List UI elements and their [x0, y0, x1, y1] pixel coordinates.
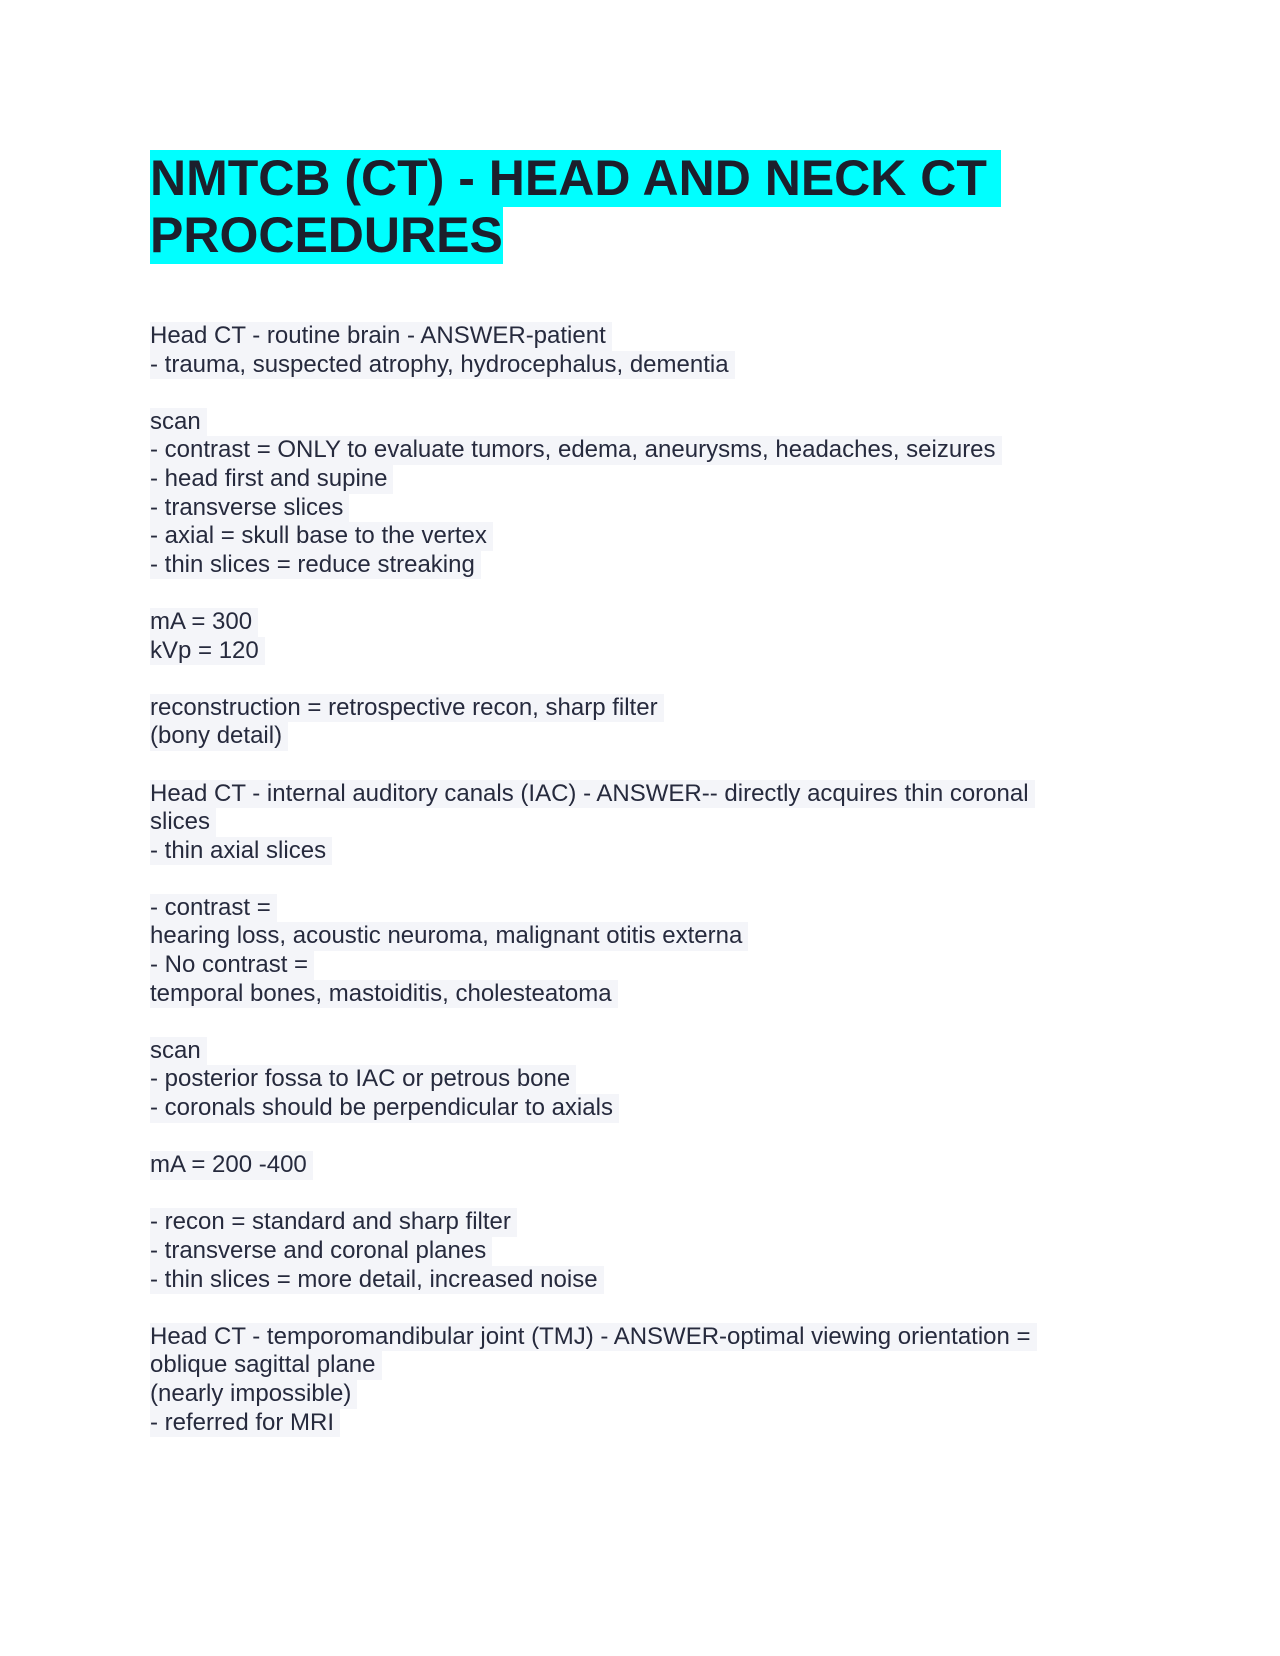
paragraph [150, 322, 1130, 379]
text-line: - contrast = [150, 894, 277, 923]
paragraph-gap [150, 1294, 1130, 1323]
text-line: - transverse slices [150, 494, 349, 523]
text-line: (nearly impossible) [150, 1380, 357, 1409]
text-line: scan [150, 1037, 207, 1066]
text-line: - thin axial slices [150, 837, 332, 866]
text-line: - recon = standard and sharp filter [150, 1208, 517, 1237]
page-title [150, 150, 1050, 264]
text-line: - contrast = ONLY to evaluate tumors, edema, aneurysms, headaches, seizures [150, 436, 1002, 465]
paragraph-gap [150, 751, 1130, 780]
text-line: - posterior fossa to IAC or petrous bone [150, 1065, 576, 1094]
paragraph-gap [150, 1123, 1130, 1152]
paragraph-gap [150, 579, 1130, 608]
text-line: scan [150, 408, 207, 437]
text-line: - transverse and coronal planes [150, 1237, 492, 1266]
text-line: mA = 200 -400 [150, 1151, 313, 1180]
text-line: - coronals should be perpendicular to axials [150, 1094, 619, 1123]
document-body [150, 322, 1130, 1437]
text-line: - thin slices = reduce streaking [150, 551, 481, 580]
text-line: Head CT - temporomandibular joint (TMJ) - ANSWER-optimal viewing orientation = [150, 1323, 1037, 1352]
text-line: reconstruction = retrospective recon, sharp filter [150, 694, 664, 723]
paragraph-gap [150, 665, 1130, 694]
text-line: - referred for MRI [150, 1409, 340, 1438]
paragraph [150, 1037, 1130, 1123]
paragraph [150, 408, 1130, 580]
paragraph [150, 694, 1130, 751]
text-line: - trauma, suspected atrophy, hydrocephalus, dementia [150, 351, 735, 380]
paragraph [150, 780, 1130, 866]
paragraph-gap [150, 1180, 1130, 1209]
paragraph [150, 1151, 1130, 1180]
text-line: oblique sagittal plane [150, 1351, 382, 1380]
text-line: (bony detail) [150, 722, 288, 751]
paragraph-gap [150, 865, 1130, 894]
paragraph [150, 894, 1130, 1008]
text-line: temporal bones, mastoiditis, cholesteatoma [150, 980, 618, 1009]
text-line: - axial = skull base to the vertex [150, 522, 493, 551]
paragraph [150, 1323, 1130, 1437]
text-line: kVp = 120 [150, 637, 265, 666]
text-line: Head CT - routine brain - ANSWER-patient [150, 322, 612, 351]
text-line: slices [150, 808, 216, 837]
text-line: hearing loss, acoustic neuroma, malignant otitis externa [150, 922, 748, 951]
text-line: - thin slices = more detail, increased noise [150, 1266, 604, 1295]
text-line: Head CT - internal auditory canals (IAC) - ANSWER-- directly acquires thin coronal [150, 780, 1035, 809]
paragraph [150, 608, 1130, 665]
paragraph-gap [150, 1008, 1130, 1037]
text-line: - head first and supine [150, 465, 393, 494]
paragraph-gap [150, 379, 1130, 408]
title-line: NMTCB (CT) - HEAD AND NECK CT [150, 150, 1001, 207]
text-line: mA = 300 [150, 608, 258, 637]
paragraph [150, 1208, 1130, 1294]
title-line: PROCEDURES [150, 207, 503, 263]
text-line: - No contrast = [150, 951, 314, 980]
